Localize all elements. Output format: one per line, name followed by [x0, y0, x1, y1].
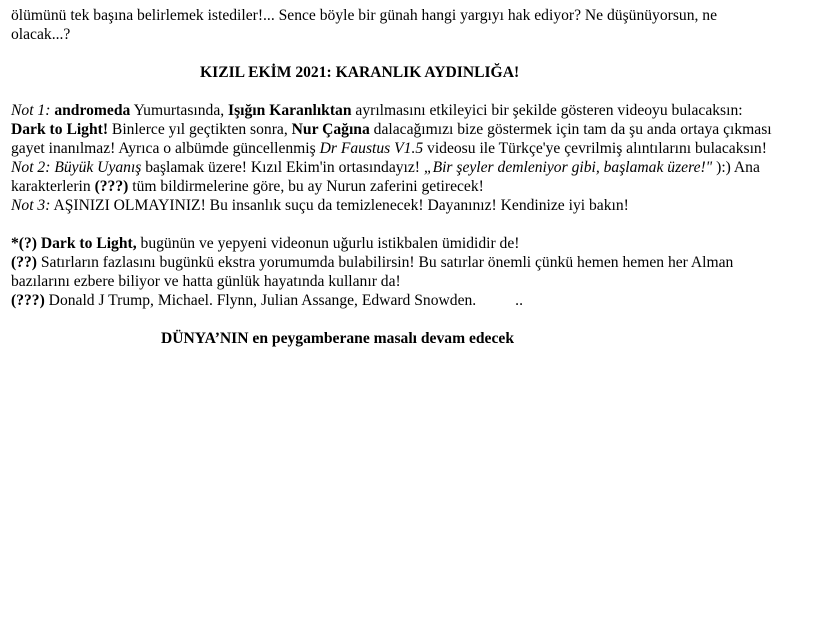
- closing-line: DÜNYA’NIN en peygamberane masalı devam edecek: [161, 330, 514, 347]
- note-3-label: Not 3:: [11, 197, 51, 214]
- intro-line-1: ölümünü tek başına belirlemek istediler!... Sence böyle bir günah hangi yargıyı hak ediyor? Ne düşünüyorsun, ne: [11, 7, 718, 24]
- intro-line-2: olacak...?: [11, 26, 71, 43]
- note-1-line-2: [11, 120, 833, 139]
- note-1-line-1: [11, 101, 833, 120]
- note-1-text-a: Yumurtasında,: [130, 102, 229, 119]
- note-1-line-3: [11, 139, 833, 158]
- note-1-text-b: ayrılmasını etkileyici bir şekilde gösteren videoyu bulacaksın:: [351, 102, 743, 119]
- footnote-1-text: bugünün ve yepyeni videonun uğurlu istikbalen ümididir de!: [136, 235, 520, 252]
- footnote-3: [11, 291, 833, 310]
- note-3-text: AŞINIZI OLMAYINIZ! Bu insanlık suçu da temizlenecek! Dayanınız! Kendinize iyi bakın!: [50, 197, 629, 214]
- note-2-text-b: ):) Ana: [712, 159, 760, 176]
- note-1-dark-to-light: Dark to Light!: [11, 121, 109, 138]
- note-1-text-c: Binlerce yıl geçtikten sonra,: [108, 121, 292, 138]
- note-2-label: Not 2:: [11, 159, 51, 176]
- section-title: KIZIL EKİM 2021: KARANLIK AYDINLIĞA!: [200, 64, 520, 81]
- footnote-2-mark: (??): [11, 254, 37, 271]
- footnote-2: [11, 253, 833, 272]
- note-2-text-c: karakterlerin: [11, 178, 95, 195]
- note-1-label: Not 1:: [11, 102, 51, 119]
- note-2-text-a: başlamak üzere! Kızıl Ekim'in ortasındayız!: [141, 159, 424, 176]
- note-1-faustus: Dr Faustus V1.5: [319, 140, 424, 157]
- note-2-quote: „Bir şeyler demleniyor gibi, başlamak üzere!": [423, 159, 713, 176]
- note-1-andromeda: andromeda: [54, 102, 131, 119]
- footnote-1-mark: *(?) Dark to Light,: [11, 235, 137, 252]
- note-2-text-d: tüm bildirmelerine göre, bu ay Nurun zaferini getirecek!: [128, 178, 484, 195]
- footnote-1: [11, 234, 833, 253]
- footnote-3-text: Donald J Trump, Michael. Flynn, Julian Assange, Edward Snowden. ..: [44, 292, 523, 309]
- footnote-2-continued: bazılarını ezbere biliyor ve hatta günlük hayatında kullanır da!: [11, 273, 401, 290]
- note-1-nur-cagina: Nur Çağına: [291, 121, 370, 138]
- footnote-2-text: Satırların fazlasını bugünkü ekstra yorumumda bulabilirsin! Bu satırlar önemli çünkü hemen hemen her Alman: [36, 254, 734, 271]
- footnote-3-mark: (???): [11, 292, 45, 309]
- note-2-marker: (???): [94, 178, 129, 195]
- note-3-line: [11, 196, 833, 215]
- note-1-text-d: dalacağımızı bize göstermek için tam da şu anda ortaya çıkması: [369, 121, 772, 138]
- document-body: [11, 6, 833, 348]
- note-1-light-from-dark: Işığın Karanlıktan: [228, 102, 352, 119]
- note-1-text-f: videosu ile Türkçe'ye çevrilmiş alıntılarını bulacaksın!: [423, 140, 767, 157]
- note-1-text-e: gayet inanılmaz! Ayrıca o albümde güncellenmiş: [11, 140, 320, 157]
- note-2-line-2: [11, 177, 833, 196]
- note-2-uyanis: Büyük Uyanış: [50, 159, 142, 176]
- note-2-line-1: [11, 158, 833, 177]
